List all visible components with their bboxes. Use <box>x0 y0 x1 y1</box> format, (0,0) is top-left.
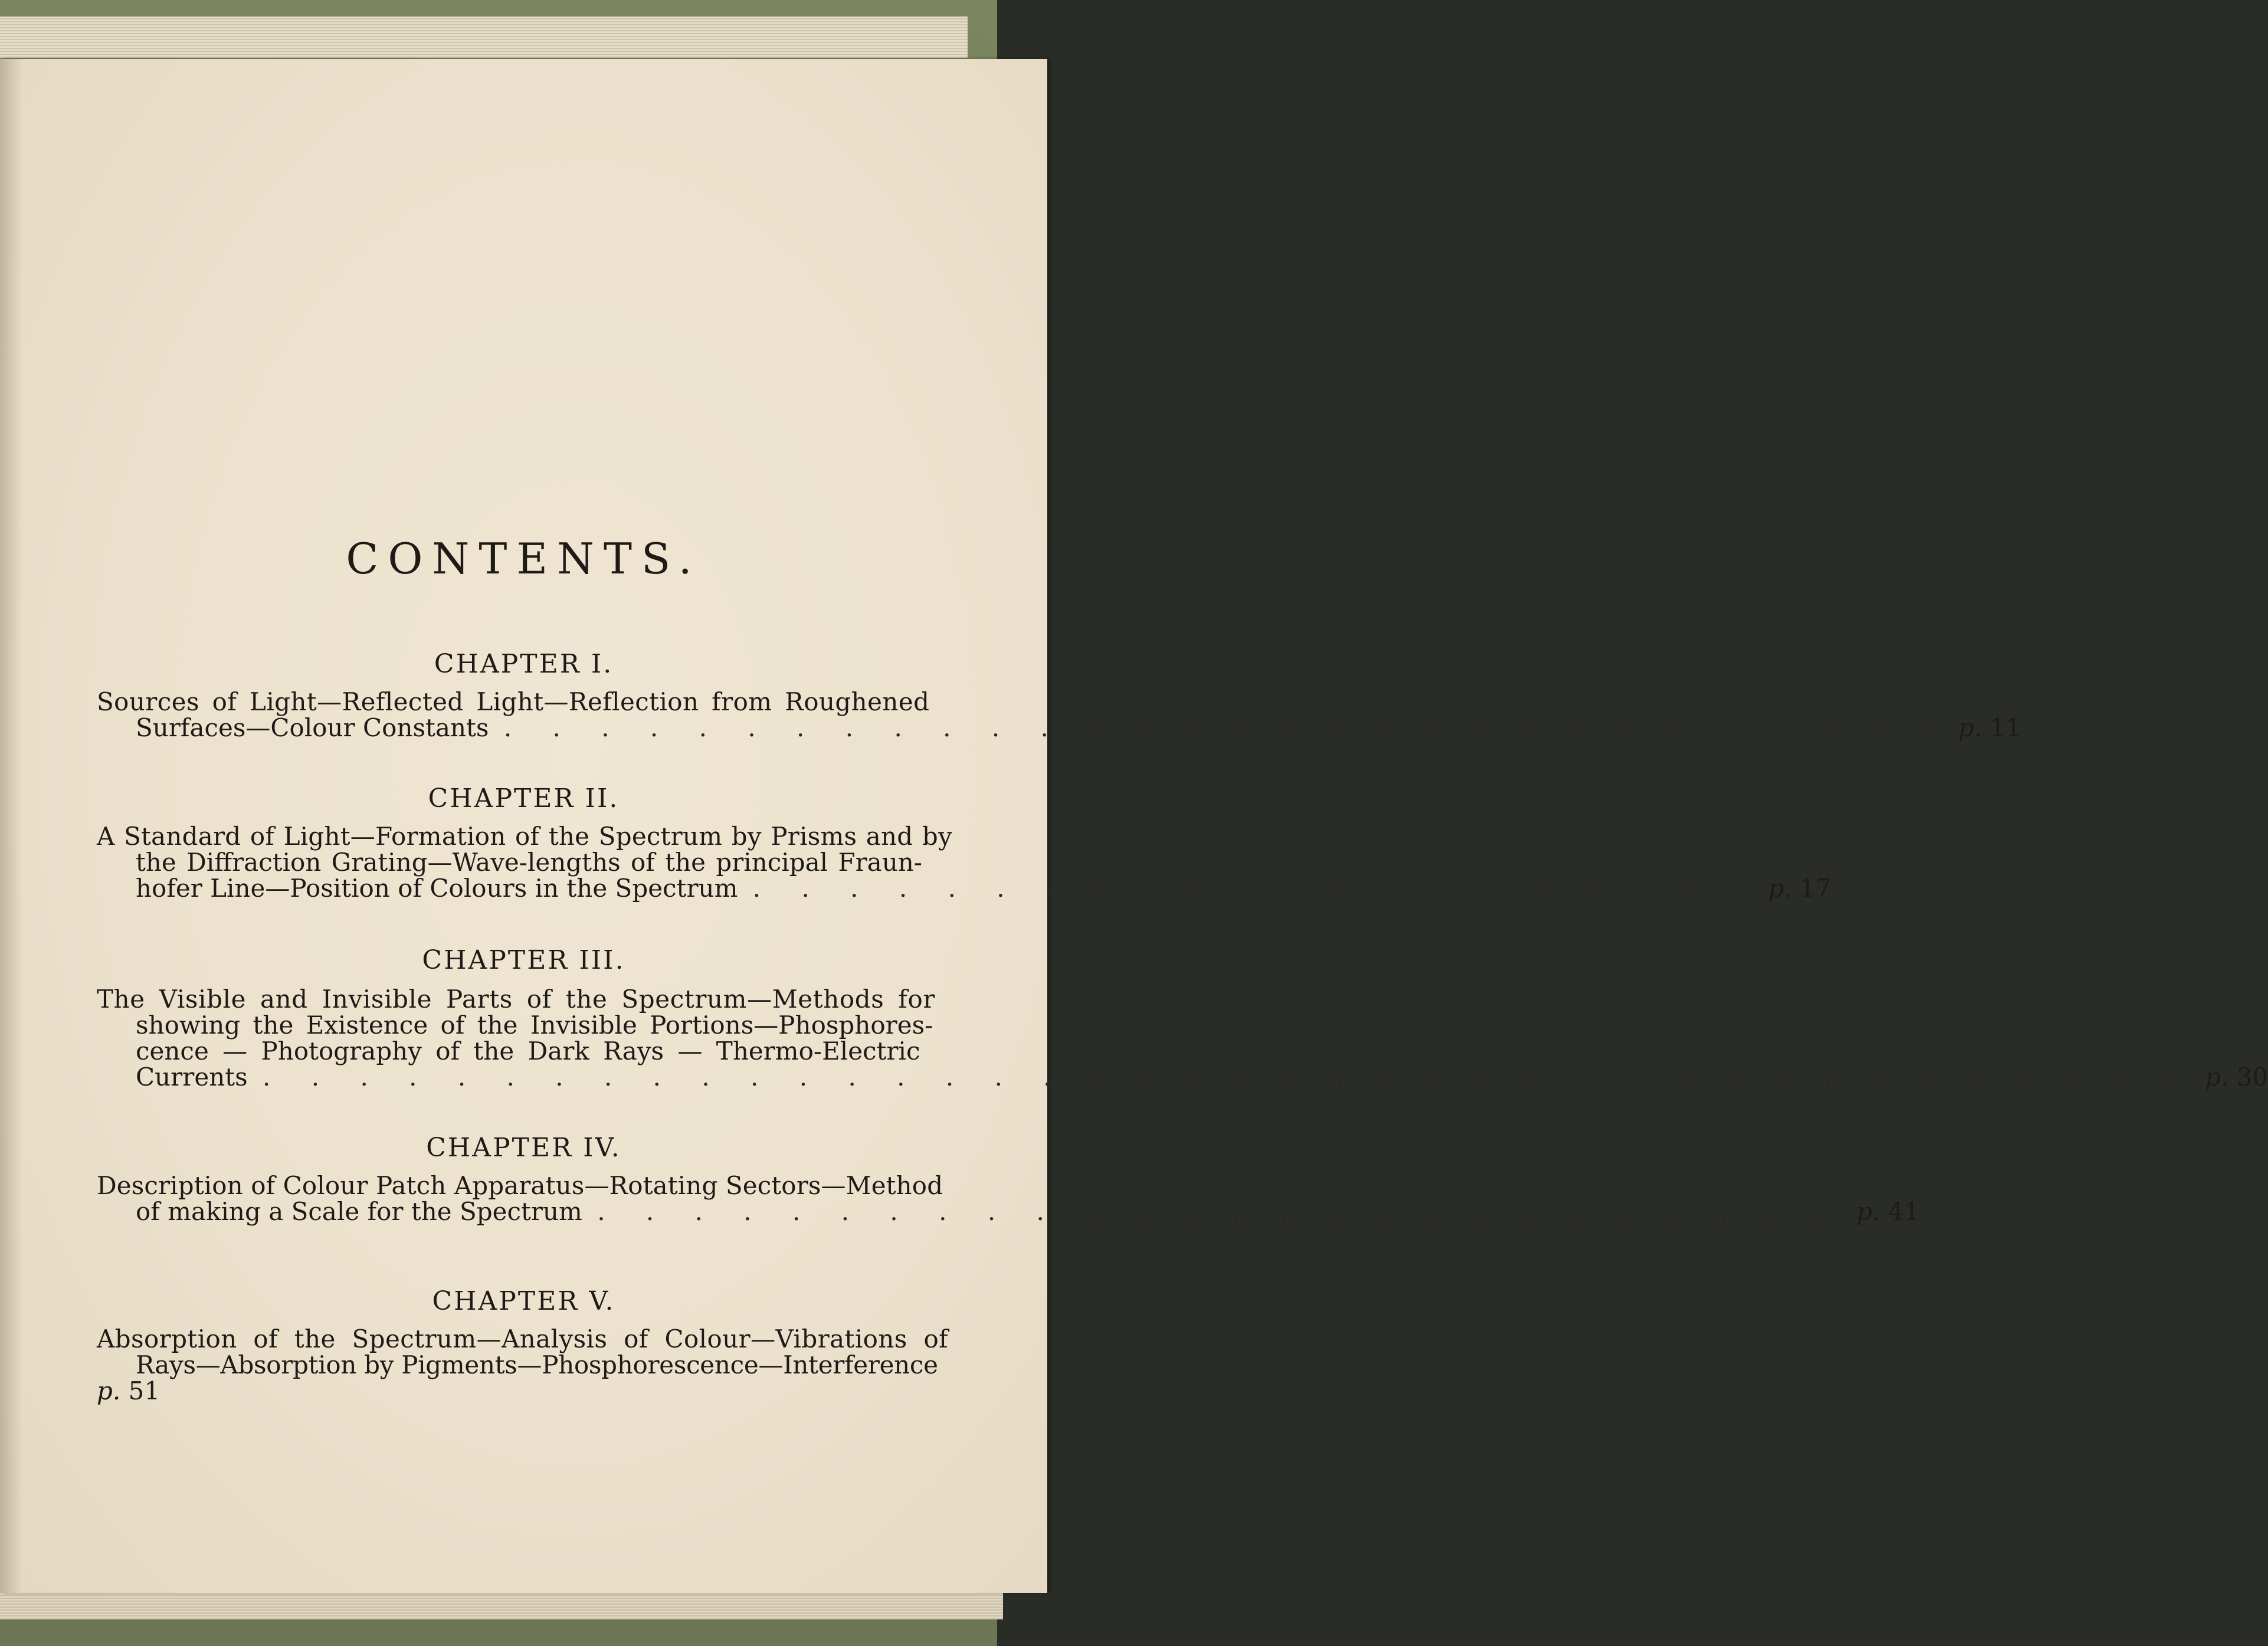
page-prefix: p. <box>1958 713 1982 742</box>
chapter-2-line-1: A Standard of Light—Formation of the Spectrum by Prisms and by <box>97 822 952 851</box>
contents-page-body <box>0 59 2268 1593</box>
chapter-5-line-1: Absorption of the Spectrum—Analysis of Colour—Vibrations of <box>97 1324 949 1353</box>
chapter-5-page-ref <box>97 1376 160 1405</box>
chapter-4-heading: CHAPTER IV. <box>426 1133 621 1163</box>
page-number: 51 <box>128 1376 160 1405</box>
page-number: 41 <box>1888 1197 1920 1226</box>
page-number: 11 <box>1990 713 2021 742</box>
dot-leader: . . . . . . . . . . . . . . . . . . . . . . . . . . . . . . <box>503 713 1943 742</box>
chapter-2-line-2: the Diffraction Grating—Wave-lengths of the principal Fraun- <box>136 848 922 877</box>
chapter-4-line-1: Description of Colour Patch Apparatus—Rotating Sectors—Method <box>97 1171 943 1200</box>
chapter-3-entry <box>97 985 2268 1091</box>
chapter-5-entry <box>97 1324 949 1405</box>
gutter-shadow <box>0 59 22 1593</box>
dot-leader: . . . . . . . . . . . . . . . . . . . . . <box>752 874 1754 903</box>
page-prefix: p. <box>1856 1197 1880 1226</box>
dot-leader: . . . . . . . . . . . . . . . . . . . . . . . . . . . . . . . . . . . . . . . . <box>263 1063 2190 1091</box>
chapter-1-page-ref <box>1958 713 2021 742</box>
page-number: 30 <box>2236 1063 2268 1091</box>
page-stack-top <box>0 17 968 58</box>
chapter-2-heading: CHAPTER II. <box>428 783 620 814</box>
chapter-3-line-4 <box>97 1063 2268 1091</box>
chapter-4-line-2 <box>97 1197 1920 1226</box>
page-title: CONTENTS. <box>346 534 702 583</box>
page-prefix: p. <box>97 1376 121 1405</box>
chapter-4-page-ref <box>1856 1197 1919 1226</box>
chapter-3-line-2: showing the Existence of the Invisible Portions—Phosphores- <box>136 1011 933 1040</box>
chapter-2-line-3-text: hofer Line—Position of Colours in the Spectrum <box>136 874 738 903</box>
dot-leader: . . . . . . . . . . . . . . . . . . . . . . . . . . <box>597 1197 1842 1226</box>
chapter-3-line-4-text: Currents <box>136 1063 248 1091</box>
chapter-3-heading: CHAPTER III. <box>422 945 625 975</box>
chapter-5-line-3 <box>97 1378 846 1404</box>
chapter-1-line-2 <box>97 713 2021 742</box>
chapter-5-heading: CHAPTER V. <box>432 1286 615 1316</box>
chapter-3-line-1: The Visible and Invisible Parts of the Spectrum—Methods for <box>97 985 936 1014</box>
chapter-1-line-2-text: Surfaces—Colour Constants <box>136 713 489 742</box>
page-prefix: p. <box>1768 874 1792 903</box>
chapter-2-entry <box>97 822 1831 903</box>
page-prefix: p. <box>2205 1063 2229 1091</box>
chapter-5-line-2: Rays—Absorption by Pigments—Phosphorescence—Interference <box>136 1350 938 1379</box>
chapter-4-line-2-text: of making a Scale for the Spectrum <box>136 1197 582 1226</box>
chapter-2-line-3 <box>97 874 1831 903</box>
chapter-2-page-ref <box>1768 874 1831 903</box>
page-number: 17 <box>1800 874 1831 903</box>
chapter-1-heading: CHAPTER I. <box>434 649 614 679</box>
chapter-3-line-3: cence — Photography of the Dark Rays — Thermo-Electric <box>136 1037 920 1065</box>
chapter-1-line-1: Sources of Light—Reflected Light—Reflection from Roughened <box>97 687 930 716</box>
chapter-4-entry <box>97 1171 1920 1226</box>
chapter-3-page-ref <box>2205 1063 2268 1091</box>
chapter-1-entry <box>97 687 2021 742</box>
book-page <box>0 59 2268 1593</box>
